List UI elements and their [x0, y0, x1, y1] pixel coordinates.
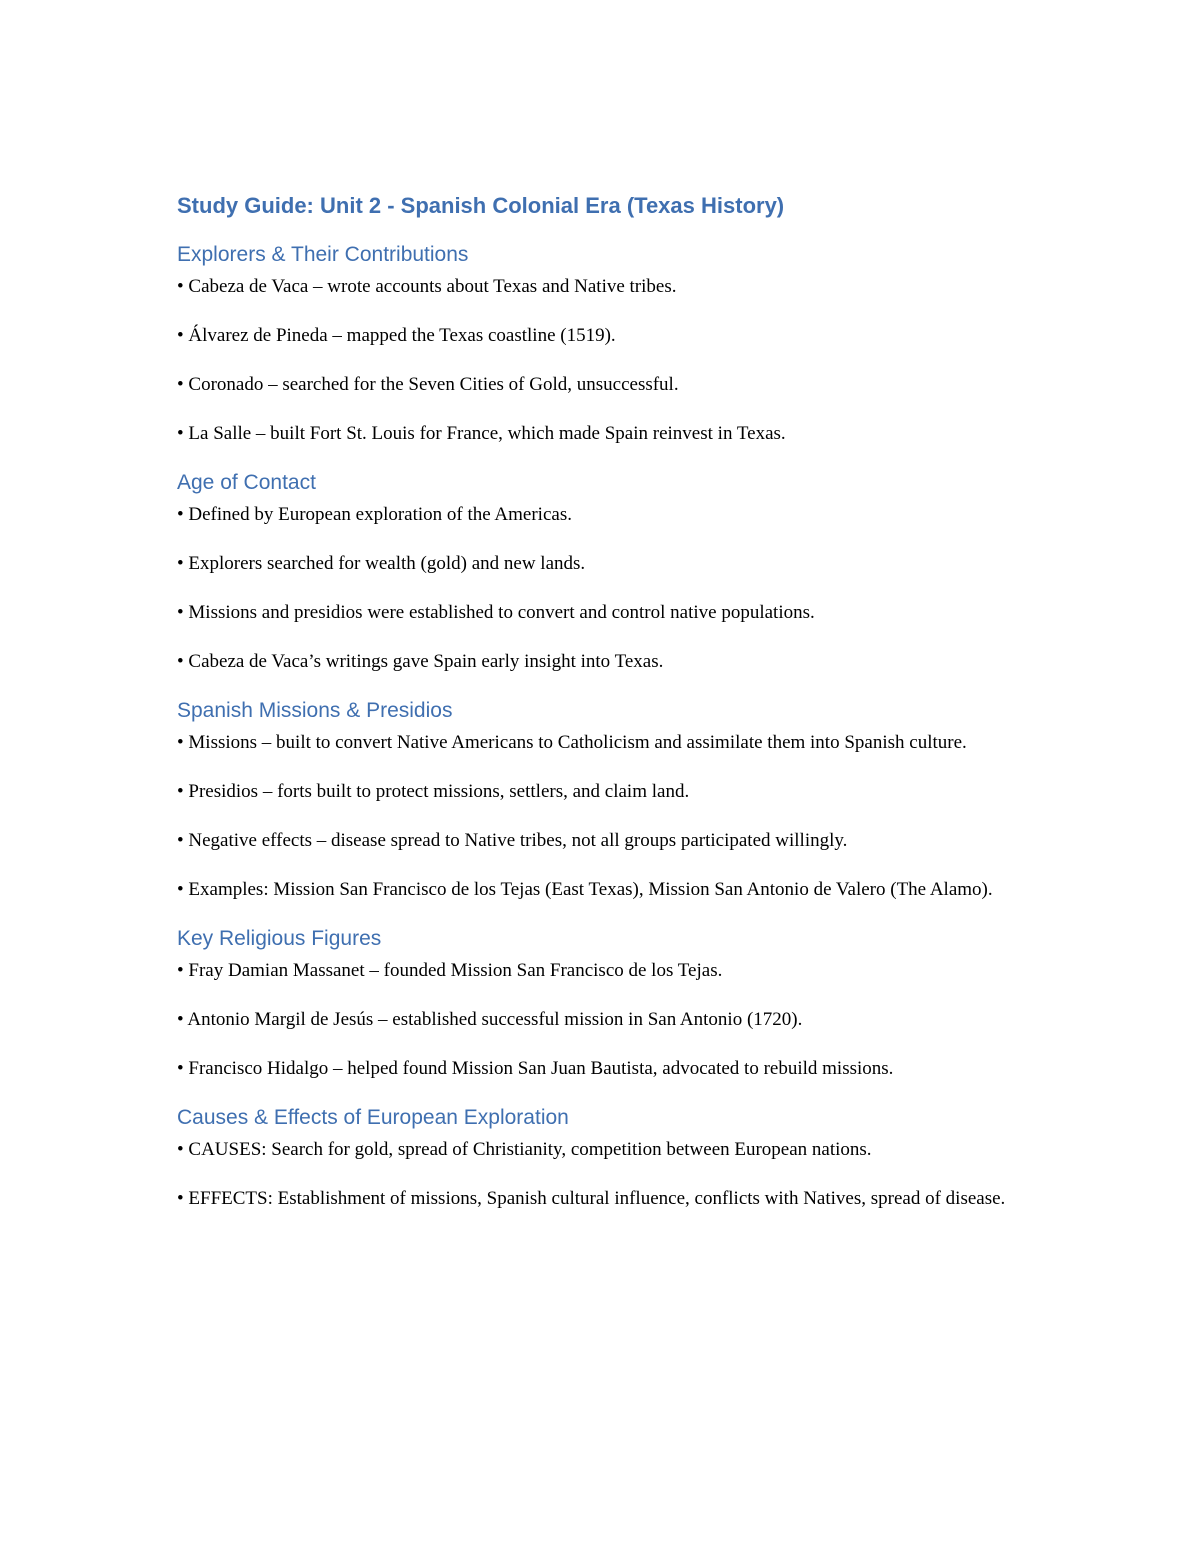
section-heading: Explorers & Their Contributions: [177, 243, 469, 266]
section: [177, 924, 1037, 1083]
section: [177, 240, 1037, 448]
bullet-item: • CAUSES: Search for gold, spread of Christianity, competition between European nations.: [177, 1139, 872, 1160]
bullet-item: • Álvarez de Pineda – mapped the Texas coastline (1519).: [177, 325, 616, 346]
bullet-item: • Cabeza de Vaca’s writings gave Spain early insight into Texas.: [177, 651, 664, 672]
bullet-item: • Presidios – forts built to protect missions, settlers, and claim land.: [177, 781, 690, 802]
section: [177, 468, 1037, 676]
bullet-item: • Missions – built to convert Native Americans to Catholicism and assimilate them into Spanish culture.: [177, 732, 967, 753]
section-heading: Age of Contact: [177, 471, 316, 494]
bullet-item: • EFFECTS: Establishment of missions, Spanish cultural influence, conflicts with Natives, spread of disease.: [177, 1188, 1006, 1209]
sections-container: [177, 240, 1037, 1213]
section: [177, 1103, 1037, 1213]
bullet-item: • Antonio Margil de Jesús – established successful mission in San Antonio (1720).: [177, 1009, 803, 1030]
section-heading: Key Religious Figures: [177, 927, 382, 950]
bullet-item: • Fray Damian Massanet – founded Mission San Francisco de los Tejas.: [177, 960, 723, 981]
bullet-item: • Negative effects – disease spread to Native tribes, not all groups participated willingly.: [177, 830, 848, 851]
section-heading: Causes & Effects of European Exploration: [177, 1106, 569, 1129]
bullet-item: • Francisco Hidalgo – helped found Mission San Juan Bautista, advocated to rebuild missions.: [177, 1058, 894, 1079]
bullet-item: • Defined by European exploration of the Americas.: [177, 504, 572, 525]
bullet-item: • Cabeza de Vaca – wrote accounts about Texas and Native tribes.: [177, 276, 677, 297]
document-body: [177, 190, 1037, 1233]
bullet-item: • La Salle – built Fort St. Louis for France, which made Spain reinvest in Texas.: [177, 423, 786, 444]
section-heading: Spanish Missions & Presidios: [177, 699, 453, 722]
section: [177, 696, 1037, 904]
document-title: Study Guide: Unit 2 - Spanish Colonial Era (Texas History): [177, 193, 785, 218]
bullet-item: • Coronado – searched for the Seven Cities of Gold, unsuccessful.: [177, 374, 679, 395]
bullet-item: • Explorers searched for wealth (gold) and new lands.: [177, 553, 586, 574]
bullet-item: • Examples: Mission San Francisco de los Tejas (East Texas), Mission San Antonio de Valero (The Alamo).: [177, 879, 993, 900]
bullet-item: • Missions and presidios were established to convert and control native populations.: [177, 602, 815, 623]
